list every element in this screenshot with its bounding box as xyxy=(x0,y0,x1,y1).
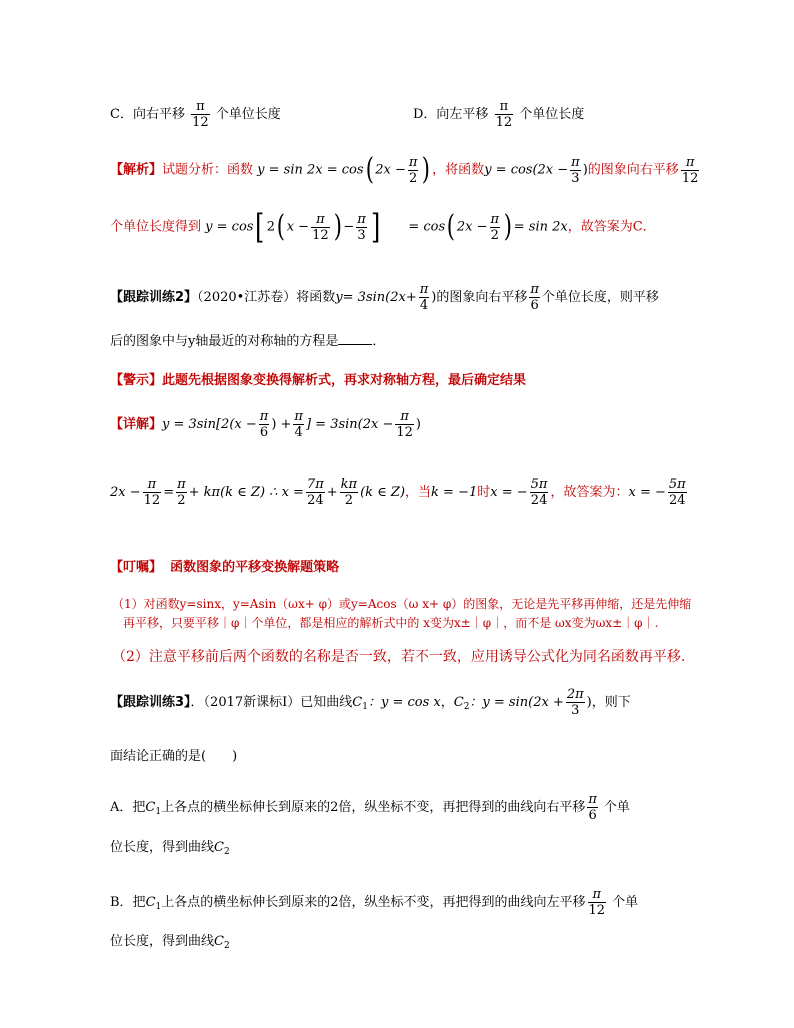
detail-tag: 【详解】 xyxy=(110,417,163,432)
training2-frac-pi-6: $\frac{\pi}{6}$ xyxy=(530,282,539,313)
training2-frac-pi-4: $\frac{\pi}{4}$ xyxy=(419,282,429,313)
option-c-suffix: 个单位长度 xyxy=(215,107,281,122)
reminder-line xyxy=(110,556,339,575)
analysis-text1: 试题分析：函数 xyxy=(162,162,254,178)
detail2-frac-pi-12: $\frac{\pi}{12}$ xyxy=(143,477,161,508)
warning-tag: 【警示】 xyxy=(110,373,163,388)
option-b-label: B．把 xyxy=(110,895,146,910)
training3-line-2: 面结论正确的是( ) xyxy=(110,749,238,764)
training2-line-2: 后的图象中与y轴最近的对称轴的方程是 ． xyxy=(110,334,386,349)
analysis-frac-pi-12: $\frac{\pi}{12}$ xyxy=(681,154,699,186)
analysis-text5: ，故答案为C． xyxy=(567,219,656,235)
analysis-frac-pi-2b: $\frac{\pi}{2}$ xyxy=(490,211,500,243)
option-a-label: A．把 xyxy=(110,800,146,815)
detail2-frac-pi-2: $\frac{\pi}{2}$ xyxy=(177,477,186,508)
analysis-line-1: 【解析】试题分析：函数 y = sin 2x = cos( 2x − $\frac{\pi}{2}$ ) ，将函数y = cos(2x − $\frac{\pi}{3}$ )的图象向右平移 $\frac{\pi}{12}$ xyxy=(110,152,699,187)
option-c xyxy=(110,100,281,129)
detail-frac-pi-4: $\frac{\pi}{4}$ xyxy=(294,409,303,440)
option-d-label: D．向左平移 xyxy=(413,107,489,122)
analysis-eq2: y = cos(2x − xyxy=(484,162,569,178)
option-a-frac-pi-6: $\frac{\pi}{6}$ xyxy=(588,792,597,823)
rule1-line-2: 再平移，只要平移｜φ｜个单位，都是相应的解析式中的 x变为x±｜φ｜，而不是 ωx变为ωx±｜φ｜. xyxy=(123,616,659,630)
warning-text: 此题先根据图象变换得解析式，再求对称轴方程，最后确定结果 xyxy=(162,373,527,388)
option-d xyxy=(413,100,584,129)
rule1-line-1: （1）对函数y=sinx，y=Asin（ωx+ φ）或y=Acos（ω x+ φ）的图象，无论是先平移再伸缩，还是先伸缩 xyxy=(112,597,692,611)
option-d-fraction: $\frac{\pi}{12}$ xyxy=(495,99,513,130)
reminder-text: 函数图象的平移变换解题策略 xyxy=(170,560,340,575)
detail-line-2: 2x − $\frac{\pi}{12}$ = $\frac{\pi}{2}$ + kπ(k ∈ Z) ∴ x = $\frac{7\pi}{24}$ + $\frac{k\pi}{2}$ (k ∈ Z)，当k = −1时x = − $\frac{5\pi}{24}$ ，故答案为：x = − $\frac{5\pi}{24}$ xyxy=(110,477,686,508)
option-c-fraction: $\frac{\pi}{12}$ xyxy=(192,99,209,130)
reminder-tag: 【叮嘱】 xyxy=(110,560,163,575)
detail-line-1: 【详解】y = 3sin[2(x − $\frac{\pi}{6}$ ) + $\frac{\pi}{4}$ ] = 3sin(2x − $\frac{\pi}{12}$ ) xyxy=(110,409,421,440)
analysis-frac-pi-2: $\frac{\pi}{2}$ xyxy=(408,154,418,186)
analysis-text4: 个单位长度得到 xyxy=(110,219,202,235)
analysis-eq1: y = sin 2x = cos xyxy=(257,162,364,178)
analysis-frac-pi-12b: $\frac{\pi}{12}$ xyxy=(312,211,329,243)
detail-frac-pi-6: $\frac{\pi}{6}$ xyxy=(259,409,269,440)
training2-line-1: 【跟踪训练2】（2020•江苏卷）将函数y= 3sin(2x+ $\frac{\pi}{4}$ )的图象向右平移 $\frac{\pi}{6}$ 个单位长度，则平移 xyxy=(110,282,659,313)
training3-line-1: 【跟踪训练3】．（2017新课标Ⅰ）已知曲线$C_1$：y = cos x，$C_2$：y = sin(2x + $\frac{2\pi}{3}$ )，则下 xyxy=(110,687,631,718)
analysis-text2: ，将函数 xyxy=(432,162,485,178)
option-a-line-2: 位长度，得到曲线$C_2$ xyxy=(110,840,230,857)
training2-tag: 【跟踪训练2】 xyxy=(110,290,198,305)
analysis-line-2: 个单位长度得到 y = cos[ 2( x − $\frac{\pi}{12}$ ) − $\frac{\pi}{3}$ ] = cos( 2x − $\frac{\pi}{2}$ ) = sin 2x，故答案为C． xyxy=(110,207,656,247)
detail2-frac-5pi-24b: $\frac{5\pi}{24}$ xyxy=(668,477,686,508)
analysis-frac-pi-3b: $\frac{\pi}{3}$ xyxy=(357,211,366,243)
training3-tag: 【跟踪训练3】 xyxy=(110,695,191,710)
option-b-line-2: 位长度，得到曲线$C_2$ xyxy=(110,934,230,951)
training3-frac-2pi-3: $\frac{2\pi}{3}$ xyxy=(566,687,584,718)
detail-frac-pi-12: $\frac{\pi}{12}$ xyxy=(396,409,413,440)
warning-line xyxy=(110,369,526,388)
option-b-frac-pi-12: $\frac{\pi}{12}$ xyxy=(588,887,606,918)
analysis-text3: 的图象向右平移 xyxy=(587,162,679,178)
option-c-label: C．向右平移 xyxy=(110,107,185,122)
detail2-frac-5pi-24: $\frac{5\pi}{24}$ xyxy=(530,477,548,508)
analysis-frac-pi-3: $\frac{\pi}{3}$ xyxy=(571,154,580,186)
answer-blank[interactable] xyxy=(338,334,372,345)
detail2-frac-kpi-2: $\frac{k\pi}{2}$ xyxy=(340,477,358,508)
rule2-line: （2）注意平移前后两个函数的名称是否一致，若不一致，应用诱导公式化为同名函数再平移. xyxy=(112,649,686,665)
option-d-suffix: 个单位长度 xyxy=(519,107,585,122)
analysis-tag: 【解析】 xyxy=(110,162,163,178)
option-b-line-1: B．把$C_1$上各点的横坐标伸长到原来的2倍，纵坐标不变，再把得到的曲线向左平移 $\frac{\pi}{12}$ 个单 xyxy=(110,887,639,918)
option-a-line-1: A．把$C_1$上各点的横坐标伸长到原来的2倍，纵坐标不变，再把得到的曲线向右平移 $\frac{\pi}{6}$ 个单 xyxy=(110,792,630,823)
detail2-frac-7pi-24: $\frac{7\pi}{24}$ xyxy=(306,477,324,508)
analysis-eq1-inner: 2x − xyxy=(375,162,406,178)
